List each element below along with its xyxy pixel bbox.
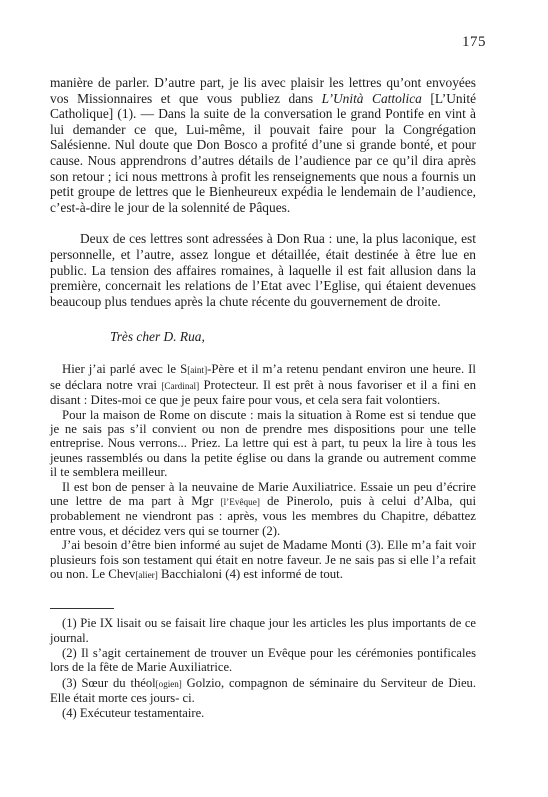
letter-paragraph-1: Hier j’ai parlé avec le S[aint]-Père et il m’a retenu pendant environ une heure. Il se déclara notre vrai [Cardinal] Protecteur. Il est prêt à nous favoriser et il a fini en disant : Dites-moi ce que je peux faire pour vous, et cela sera fait volontiers. (50, 362, 476, 408)
letter-salutation: Très cher D. Rua, (110, 329, 205, 345)
letter-body (50, 362, 476, 582)
footnote-1: (1) Pie IX lisait ou se faisait lire chaque jour les articles les plus importants de ce journal. (50, 616, 476, 645)
page-number: 175 (462, 34, 486, 50)
letter-paragraph-2: Pour la maison de Rome on discute : mais la situation à Rome est si tendue que je ne sais pas s’il convient ou non de prendre mes dispositions pour une telle entreprise. Nous verrons... Priez. La lettre qui est à part, tu peux la lire à tous les jeunes rassemblés ou dans la petite église ou dans la grande ou autrement comme il te semblera meilleur. (50, 407, 476, 480)
page-content (50, 75, 476, 721)
letter-paragraph-4: J’ai besoin d’être bien informé au sujet de Madame Monti (3). Elle m’a fait voir plusieurs fois son testament qui était en notre faveur. Je ne sais pas si elle l’a refait ou non. Le Chev[alier] Bacchialoni (4) est informé de tout. (50, 538, 476, 581)
intro-paragraph-1: manière de parler. D’autre part, je lis avec plaisir les lettres qu’ont envoyées vos Missionnaires et que vous publiez dans L’Unità Cattolica [L’Unité Catholique] (1). — Dans la suite de la conversation le grand Pontife en vint à lui demander ce que, Lui-même, il pouvait faire pour la Congrégation Salésienne. Nul doute que Don Bosco a profité d’une si grande bonté, et pour cause. Nous apprendrons d’autres détails de l’audience par ce qu’il dira après son retour ; ici nous mettrons à profit les renseignements que nous a fournis un petit groupe de lettres que le Bienheureux expédia le lendemain de l’audience, c’est-à-dire le jour de la solennité de Pâques. (50, 75, 477, 215)
footnote-2: (2) Il s’agit certainement de trouver un Evêque pour les cérémonies pontificales lors de la fête de Marie Auxiliatrice. (50, 646, 476, 675)
footnote-3: (3) Sœur du théol[ogien] Golzio, compagnon de séminaire du Serviteur de Dieu. Elle était morte ces jours- ci. (50, 675, 476, 705)
intro-paragraph-2: Deux de ces lettres sont adressées à Don Rua : une, la plus laconique, est personnelle, et l’autre, assez longue et détaillée, était destinée à être lue en public. La tension des affaires romaines, à laquelle il est fait allusion dans la première, concernait les relations de l’Etat avec l’Eglise, qui étaient devenues beaucoup plus tendues après la chute récente du gouvernement de droite. (50, 231, 476, 309)
footnote-rule (50, 608, 114, 609)
footnotes (50, 608, 476, 720)
letter-paragraph-3: Il est bon de penser à la neuvaine de Marie Auxiliatrice. Essaie un peu d’écrire une lettre de ma part à Mgr [l’Evêque] de Pinerolo, puis à celui d’Alba, qui probablement ne viendront pas : après, vous les membres du Chapitre, débattez entre vous, et décidez vers qui se tourner (2). (50, 479, 476, 538)
newspaper-title: L’Unità Cattolica (321, 90, 422, 106)
footnote-4: (4) Exécuteur testamentaire. (62, 706, 205, 721)
